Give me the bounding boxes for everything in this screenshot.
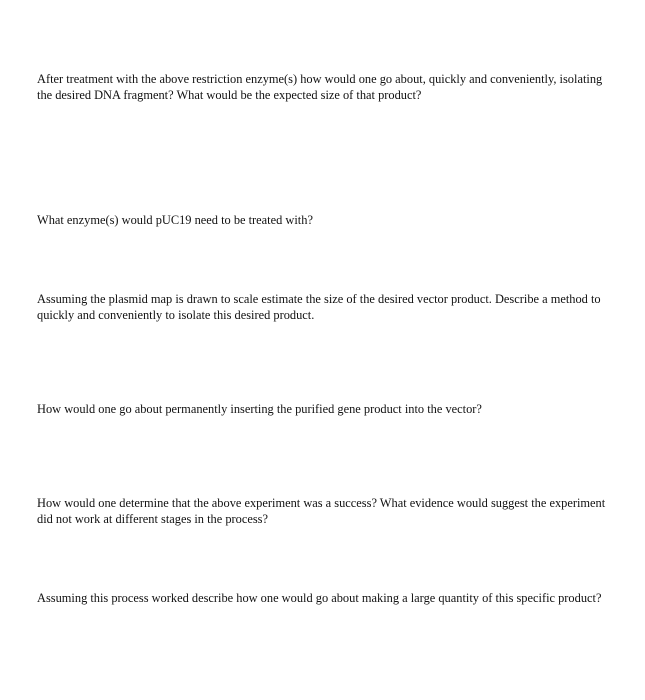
- question-insert-gene: How would one go about permanently inserting the purified gene product into the vector?: [37, 402, 482, 416]
- question-isolate-fragment: After treatment with the above restriction enzyme(s) how would one go about, quickly and conveniently, isolating the desired DNA fragment? What would be the expected size of that product?: [37, 72, 603, 102]
- question-verify-success: How would one determine that the above experiment was a success? What evidence would suggest the experiment did not work at different stages in the process?: [37, 496, 606, 526]
- question-vector-size: Assuming the plasmid map is drawn to scale estimate the size of the desired vector product. Describe a method to quickly and conveniently to isolate this desired product.: [37, 292, 601, 322]
- question-puc19-enzymes: What enzyme(s) would pUC19 need to be treated with?: [37, 213, 313, 227]
- question-large-quantity: Assuming this process worked describe how one would go about making a large quantity of this specific product?: [37, 591, 602, 605]
